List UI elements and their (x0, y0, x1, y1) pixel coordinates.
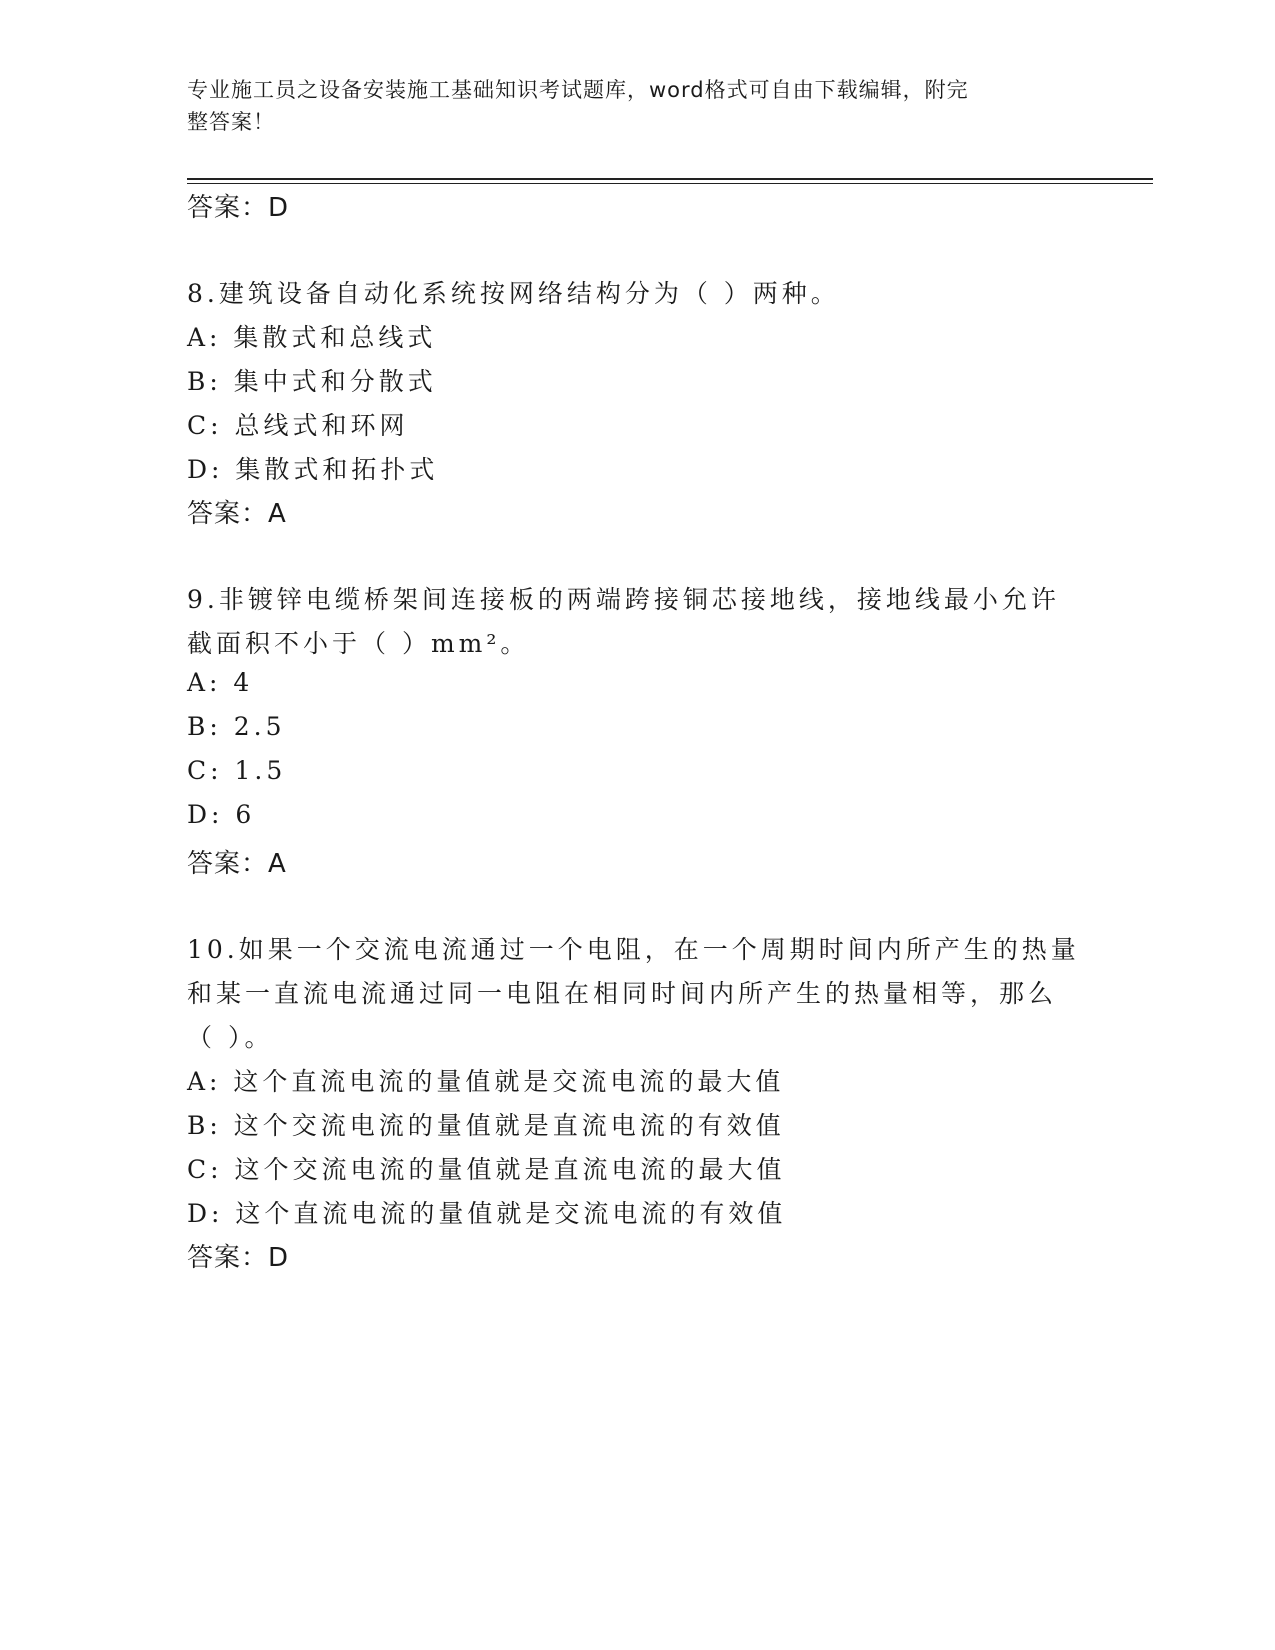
q9-stem-line-1: 9.非镀锌电缆桥架间连接板的两端跨接铜芯接地线，接地线最小允许 (187, 585, 1060, 614)
q9-option-c: C: 1.5 (187, 756, 287, 785)
q10-option-b: B: 这个交流电流的量值就是直流电流的有效值 (187, 1111, 785, 1140)
q10-answer: 答案：D (187, 1243, 290, 1273)
header-divider-thin (187, 183, 1153, 184)
q8-option-a: A: 集散式和总线式 (187, 323, 437, 352)
header-line-1: 专业施工员之设备安装施工基础知识考试题库，word格式可自由下载编辑，附完 (187, 78, 969, 102)
q8-option-c: C: 总线式和环网 (187, 411, 409, 440)
q10-stem-line-1: 10.如果一个交流电流通过一个电阻，在一个周期时间内所产生的热量 (187, 935, 1080, 964)
header-divider-thick (187, 178, 1153, 180)
q9-answer: 答案：A (187, 849, 287, 879)
q10-option-c: C: 这个交流电流的量值就是直流电流的最大值 (187, 1155, 786, 1184)
q9-option-d: D: 6 (187, 800, 256, 829)
header-line-2: 整答案！ (187, 110, 275, 134)
document-header (187, 74, 1067, 138)
q9-stem-line-2: 截面积不小于（ ）mm²。 (187, 629, 530, 658)
q9-option-b: B: 2.5 (187, 712, 286, 741)
q8-option-b: B: 集中式和分散式 (187, 367, 437, 396)
q8-stem: 8.建筑设备自动化系统按网络结构分为（ ）两种。 (187, 279, 840, 308)
previous-answer: 答案：D (187, 193, 290, 223)
q10-stem-line-2: 和某一直流电流通过同一电阻在相同时间内所产生的热量相等，那么 (187, 979, 1058, 1008)
q9-option-a: A: 4 (187, 668, 254, 697)
q10-option-d: D: 这个直流电流的量值就是交流电流的有效值 (187, 1199, 787, 1228)
q10-stem-line-3: （ ）。 (187, 1023, 274, 1052)
q10-option-a: A: 这个直流电流的量值就是交流电流的最大值 (187, 1067, 785, 1096)
q8-option-d: D: 集散式和拓扑式 (187, 455, 439, 484)
q8-answer: 答案：A (187, 499, 287, 529)
